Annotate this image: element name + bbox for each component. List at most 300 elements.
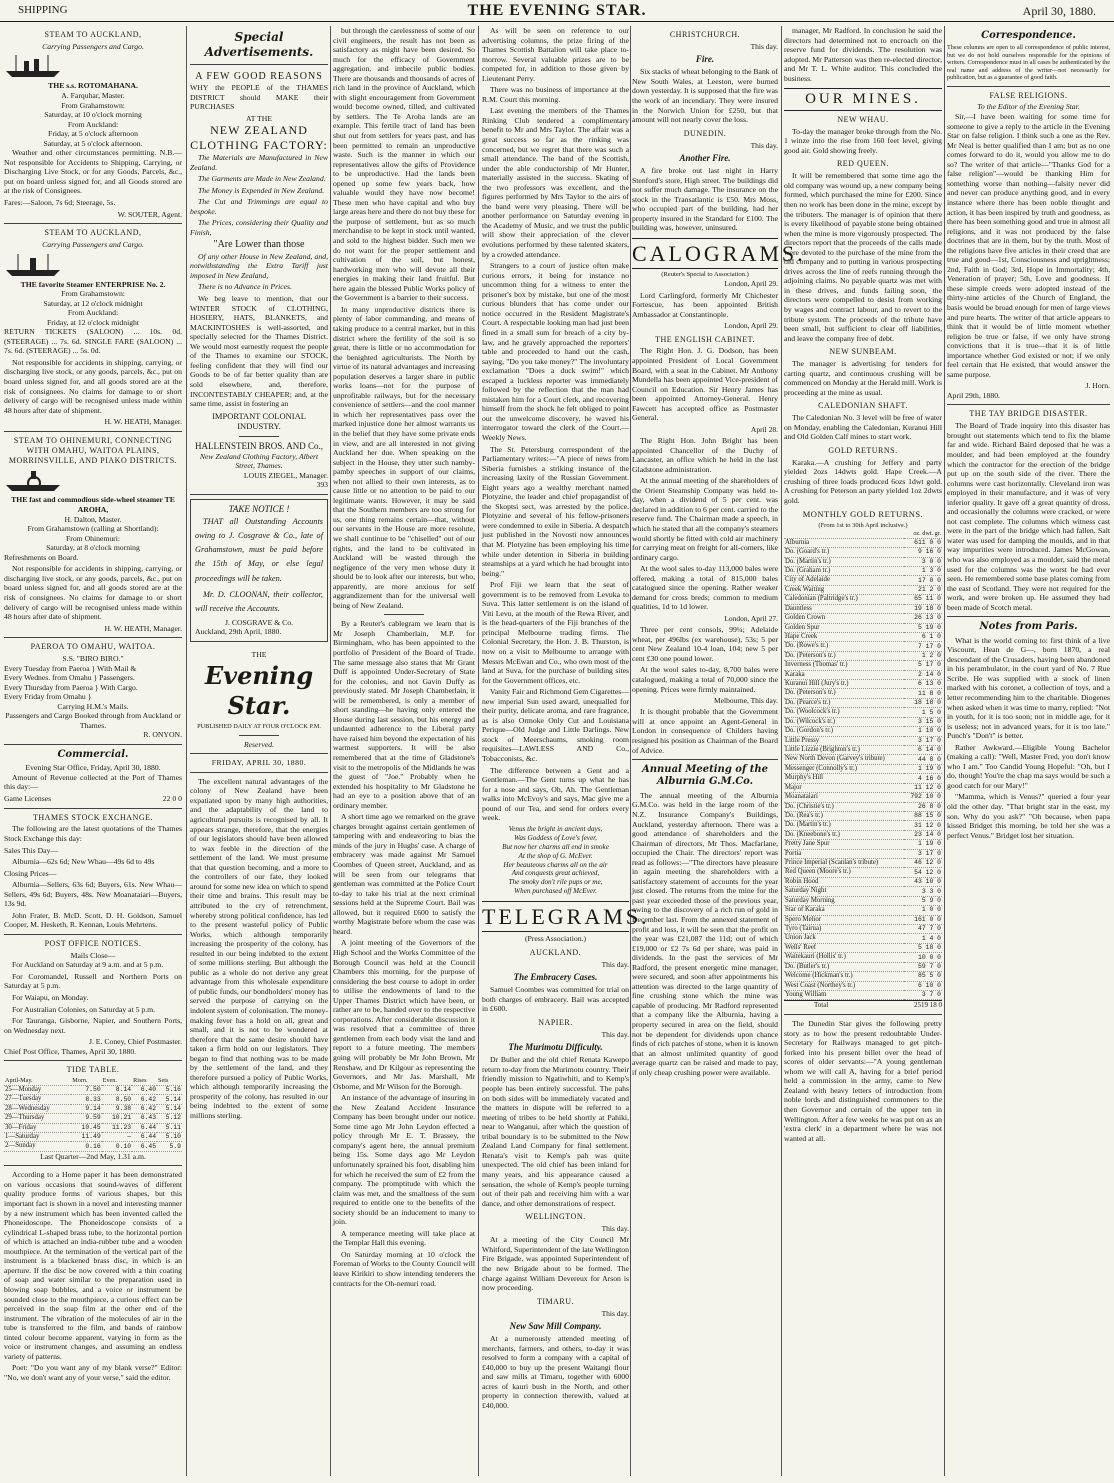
railway-story: The Dunedin Star gives the following pretty story as to how the present redoubtable Under-Secretary for Railways managed to get pitch-forked into his present billet over the head of scores of older servants:—"A young gentleman whom we will call A, having for a brief period held a commission in the army, came to New Zealand with heavy letters of introduction from noble lords and distinguished commoners to the then Governor and certain of the upper ten in Wellington. After a few weeks he was put on as an 'extra clerk' in a department where he was not wanted at all. bbox=[784, 1019, 942, 1143]
gold-amount: 3 15 0 bbox=[904, 717, 942, 726]
commercial-office: Evening Star Office, Friday, April 30, 1880. bbox=[25, 763, 161, 773]
table-row bbox=[784, 746, 942, 755]
table-row bbox=[784, 887, 942, 896]
dateline-melbourne: Melbourne, This day. bbox=[714, 696, 778, 706]
divider bbox=[947, 404, 1110, 405]
advertisement-cigarettes: Vanity Fair and Richmond Gem Cigarettes—new imperial Sun used award, unequalled for their purity, delicate aroma, and rare fragrance, as is also Ormoke Only Cut and Louisiana Perique—Old Judge and Little Darlings. New stock of Meerschaums, smoking room requisites—LAWLESS AND Co., Tobacconists, &c. bbox=[482, 687, 629, 764]
ad-heading: PAEROA TO OMAHU, WAITOA. bbox=[30, 642, 156, 652]
news-item-temperance: A temperance meeting will take place at the Templar Hall this evening. bbox=[333, 1228, 475, 1248]
table-row bbox=[784, 548, 942, 557]
verse-line: At the shop of G. McEver. bbox=[518, 851, 593, 860]
gold-total-row bbox=[784, 1000, 942, 1010]
table-row bbox=[784, 755, 942, 764]
the-label: THE bbox=[251, 649, 267, 659]
table-row bbox=[784, 689, 942, 698]
column-correspondence bbox=[947, 26, 1110, 1476]
verse-line: But now her charms all end in smoke bbox=[502, 842, 609, 851]
dateline-day: This day. bbox=[601, 1308, 629, 1318]
reason-item: The Cut and Trimmings are equal to bespoke. bbox=[190, 197, 328, 216]
gold-amount: 19 18 0 bbox=[904, 604, 942, 613]
dateline-city: CHRISTCHURCH. bbox=[669, 30, 741, 39]
dateline-city: TIMARU. bbox=[536, 1296, 575, 1306]
verse-line: Was Goddess of Love's fever, bbox=[514, 833, 597, 842]
mine-name: Do. (Christie's tr.) bbox=[784, 802, 904, 811]
publication-note: PUBLISHED DAILY AT FOUR O'CLOCK P.M. bbox=[197, 722, 321, 730]
table-row bbox=[784, 840, 942, 849]
column-header: April-May. bbox=[4, 1077, 71, 1085]
mine-name: Major bbox=[784, 783, 904, 792]
gold-amount: 1 2 0 bbox=[904, 651, 942, 660]
mine-name: Prince Imperial (Scanlan's tribute) bbox=[784, 859, 904, 868]
news-item-high-school: A joint meeting of the Governors of the High School and the Works Committee of the Borough Council was held at the Council Chambers this morning, for the purpose of considering the best course to adopt in order to utilise the endowments of land to the Upper Thames District which have been, or rather are to be, handed over to the respective corporations. After considerable discussion it was resolved that a committee of three gentlemen from each body visit the land and report to a future meeting. The members going will probably be Mr John Brown, Mr Renshaw, and Dr Kilgour as representing the Governors, and Mr Jas. Marshall, Mr Osborne, and Mr Wilson for the Borough. bbox=[333, 938, 475, 1091]
mine-name: Robin Hood bbox=[784, 877, 904, 886]
verse-line: Her beauteous charms all on the air bbox=[503, 860, 608, 869]
table-row bbox=[784, 632, 942, 641]
mine-name: Pretty Jane Spur bbox=[784, 840, 904, 849]
mine-name: Dauntless bbox=[784, 604, 904, 613]
table-row bbox=[4, 1123, 182, 1132]
table-cell: 5.12 bbox=[157, 1114, 182, 1123]
table-row bbox=[784, 642, 942, 651]
mine-name: West Coast (Northey's tr.) bbox=[784, 981, 904, 990]
schedule-line: From Grahamstown (calling at Shortland): bbox=[27, 524, 159, 534]
dateline-city: WELLINGTON. bbox=[525, 1212, 586, 1222]
divider bbox=[947, 616, 1110, 617]
reuter-note: (Reuter's Special to Association.) bbox=[661, 271, 749, 279]
telegram-body: At a numerously attended meeting of merchants, farmers, and others, to-day it was resolved to form a company with a capital of £40,000 to buy up the present Waitangi flour and saw mills at Timaru, together with 6000 acres of kauri bush in the North, and other property in connection therewith, valued at £40,000. bbox=[482, 1333, 629, 1410]
table-cell: 6.44 bbox=[132, 1133, 157, 1142]
why-text: WHY the PEOPLE of the THAMES DISTRICT should MAKE their PURCHASES bbox=[190, 83, 328, 112]
total-label: Total bbox=[814, 1001, 829, 1010]
table-row bbox=[784, 915, 942, 924]
closing-label: Closing Prices— bbox=[4, 868, 57, 878]
table-cell: 25—Monday bbox=[4, 1085, 71, 1094]
alburnia-continuation: manager, Mr Radford. In conclusion he said the directors had determined not to encroach on the reserve fund for dividends. The resolution was adopted. Mr Patterson was then re-elected director, and Mr T. L. White auditor. This concluded the business. bbox=[784, 26, 942, 83]
gold-amount: 5 18 0 bbox=[904, 943, 942, 952]
mine-name: Do. (Graham tr.) bbox=[784, 566, 904, 575]
mine-report: The manager is advertising for tenders for carting quartz, and continuous crushing will be commenced on Monday at the Herald mill. Work is proceeding at the mine as usual. bbox=[784, 359, 942, 397]
table-row bbox=[784, 953, 942, 962]
gold-amount: 18 18 0 bbox=[904, 698, 942, 707]
divider bbox=[4, 223, 182, 224]
joke-venus: "Mamma, which is Venus?" queried a four year old the other day. "That bright star in the east, my son. Why do you ask?" "Oh because, when papa kissed Bridget this morning, he told her she was a perfect Venus." Bridget lost her situation. bbox=[947, 792, 1110, 840]
table-row bbox=[784, 727, 942, 736]
table-cell: 5.14 bbox=[157, 1095, 182, 1104]
editorial-paragraph: In many unproductive districts there is plenty of labor commanding, and means of taking produce to a central market, but in this district where the fertility of the soil is so great, there is little or no accommodation for the benighted agriculturists. The North by virtue of its natural advantages and increasing population deserves a larger share in public works loans—not for the purpose of unprofitable railways, but for the necessary convenience of settlers—and the cool manner in which her representatives pass over the marked injustice done her almost warrants us in the belief that they have some private ends in view, and are all interested in not giving Auckland her due. When speaking on the subject in the House, they utter such namby-pamby speeches in support of our claims, when not allied to their own interests, as to cause little or no attention to be paid to our legitimate wants. However, it may be said that the Southern members are too strong for us, one thing remains certain—that, without our servants in the House are more resolute, we shall continue to be "chiselled" out of our rights, and the land to be cultivated in Auckland will be wasted through the negligence of the very men whose duty it should be to look after our interests, but who, apparently, are more anxious for self aggrandizement than for the universal well being of New Zealand. bbox=[333, 304, 475, 610]
schedule-line: Saturday, at 8 o'clock morning bbox=[46, 543, 140, 553]
mine-name: Do. (Martin's tr.) bbox=[784, 557, 904, 566]
editorial-text: The excellent natural advantages of the colony of New Zealand have been expatiated upon by many high authorities, and the adaptability of the land to agricultural pursuits is recognised by all. It appears strange, therefore, that the energies of our legislators should have been allowed to wax feeble in the direction of the settlement of the land. We must presume that that question becoming, and a more to the controllers of our fate, they looked around for some new idea on which to spend their time and brains. This result may be attributed to the cry of retrenchment, whereby strong political confidence, has led to the present wasteful policy of Public Works, which although temporarily increasing the prosperity of the colony, has resulted in our being indebted to the extent of some millions sterling. But although the public as a whole do not derive any great advantage from this wholesale expenditure of public funds, our bondholders' money has served the purpose of carrying on the indolent system of colonisation. The money-making fever has a hold on all, great and small, and it is not to be wondered at therefore that the same desire should have taken a firm hold on our legislators. They began to find that nothing was to be made by the settlement of the land, and they therefore pursued a policy of Public Works, which although temporarily increasing the prosperity of the colony, has resulted in our being indebted to the extent of some millions sterling. bbox=[190, 776, 328, 1120]
mine-name: Tyro (Tairua) bbox=[784, 925, 904, 934]
gold-amount: 792 10 0 bbox=[904, 793, 942, 802]
reason-item: The Materials are Manufactured in New Zealand. bbox=[190, 153, 328, 172]
table-cell: 5.14 bbox=[157, 1104, 182, 1113]
table-row bbox=[784, 595, 942, 604]
mine-name: Welcome (Hickman's tr.) bbox=[784, 972, 904, 981]
divider bbox=[190, 772, 328, 773]
mine-name: Golden Crown bbox=[784, 614, 904, 623]
ad-te-aroha bbox=[4, 436, 182, 633]
schedule-line: Carrying H.M.'s Mails. bbox=[57, 701, 129, 711]
divider bbox=[947, 86, 1110, 87]
telegram-body: Six stacks of wheat belonging to the Bank of New South Wales, at Leeston, were burned down yesterday. It is supposed that the fire was the work of an incendiary. They were insured in the Norwich Union for £250, but that amount will not nearly cover the loss. bbox=[632, 67, 778, 125]
mine-name: Do. (Pearce's tr.) bbox=[784, 698, 904, 707]
collector-note: Mr. D. CLOONAN, their collector, will receive the Accounts. bbox=[195, 589, 323, 613]
table-row bbox=[784, 962, 942, 971]
firm-signature: J. COSGRAVE & Co. bbox=[225, 617, 293, 627]
table-row bbox=[784, 811, 942, 820]
refreshments: Refreshments on Board. bbox=[4, 552, 79, 562]
mine-name: Little Lizzie (Brighton's tr.) bbox=[784, 746, 904, 755]
mine-report: To-day the manager broke through from the No. 1 winze into the rise from 160 feet level, giving good air. Gold showing freely. bbox=[784, 126, 942, 155]
schedule-line: From Ohinemuri: bbox=[65, 533, 121, 543]
column-header: Even. bbox=[102, 1077, 132, 1085]
newspaper-title: THE EVENING STAR. bbox=[467, 2, 647, 19]
revenue-row bbox=[4, 794, 182, 804]
agent-signature: R. ONYON. bbox=[143, 730, 182, 740]
table-cell: 6.43 bbox=[132, 1114, 157, 1123]
post-office-heading: POST OFFICE NOTICES. bbox=[44, 938, 142, 948]
table-cell: 1—Saturday bbox=[4, 1133, 71, 1142]
manager-signature: LOUIS ZIEGEL, Manager. bbox=[243, 470, 328, 480]
table-cell: 6.45 bbox=[132, 1142, 157, 1151]
total-value: 2519 18 0 bbox=[914, 1001, 942, 1010]
ship-name: S.S. "BIRO BIRO." bbox=[62, 654, 124, 664]
gold-amount: 31 12 0 bbox=[904, 821, 942, 830]
headline: Another Fire. bbox=[679, 152, 731, 163]
news-item: As will be seen on reference to our advertising columns, the prize firing of the Thames Scottish Battalion will take place to-morrow. Several valuable prizes are to be competed for, in addition to those given by Lieutenant Perry. bbox=[482, 26, 629, 83]
verse-line: And conquests great achieved, bbox=[511, 869, 600, 878]
table-row bbox=[784, 680, 942, 689]
news-item: Last evening the members of the Thames Rinking Club tendered a complimentary benefit to Mr and Mrs Taylor. The affair was a great success so far as the rinking was concerned, but we regret that there was such a small attendance. The band of the Scottish, under the able conductorship of Mr Hunter, materially assisted in the success. Skating of the two professors was excellent, and the figures performed by Mrs Taylor to the airs of the band were very pleasing. There will be another performance on Saturday evening in the Academy of Music, and we trust the public will show their appreciation of the clever evolutions performed by these talented skaters, by a crowded attendance. bbox=[482, 106, 629, 259]
revenue-label: Game Licenses bbox=[4, 794, 52, 803]
gold-amount: 26 8 0 bbox=[904, 802, 942, 811]
table-header-row bbox=[4, 1077, 182, 1085]
gold-amount: 5 17 0 bbox=[904, 661, 942, 670]
divider bbox=[4, 934, 182, 935]
gold-amount: 1 4 0 bbox=[904, 934, 942, 943]
tay-bridge-body: The Board of Trade inquiry into this disaster has brought out statements which tend to fix the blame far and wide. Richard Baird deposed that he was a moulder, and had been employed at the foundry which the contractor for the erection of the bridge put up on the south side of the river. There the columns were cast horizontally. Cleveland iron was employed in their manufacture, and it was of very inferior quality. It gave off a great quantity of dross, and occasionally the columns were cracked, or were not cast complete. The columns which witness cast were in the part of the bridge which had fallen. Salt water was used for damping the moulds, and in that way impurities were introduced. James McGowan, who was also employed as a moulder, said the metal used for the columns was the worst he had ever seen. He remembered some base plates coming from the east of Scotland. They were not required for the work, and were broken up. He assumed they had been made of Scotch metal. bbox=[947, 421, 1110, 612]
mine-name: Moanataiari bbox=[784, 793, 904, 802]
table-row bbox=[784, 698, 942, 707]
cable-body: Lord Carlingford, formerly Mr Chichester Fortescue, has been appointed British Ambassador at Constantinople. bbox=[632, 290, 778, 319]
gold-amount: 54 12 0 bbox=[904, 868, 942, 877]
table-cell: 30—Friday bbox=[4, 1123, 71, 1132]
mine-name: Do. (Gordon's tr.) bbox=[784, 727, 904, 736]
table-row bbox=[784, 821, 942, 830]
gold-amount: 611 0 0 bbox=[904, 538, 942, 547]
mine-name: Caledonian (Paltridge's tr.) bbox=[784, 595, 904, 604]
cable-body: At the wool sales to-day, 8,700 bales were catalogued, making a total of 70,000 since the opening. Prices were firmly maintained. bbox=[632, 665, 778, 694]
editorial-date: FRIDAY, APRIL 30, 1880. bbox=[211, 758, 307, 768]
tide-table bbox=[4, 1077, 182, 1152]
ad-heading: STEAM TO OHINEMURI, CONNECTING WITH OMAHU, WAITOA PLAINS, MORRINSVILLE, AND PIAKO DISTRICTS. bbox=[8, 435, 178, 465]
stock-intro: The following are the latest quotations of the Thames Stock Exchange this day: bbox=[4, 824, 182, 843]
table-cell: 6.44 bbox=[132, 1123, 157, 1132]
gold-amount: 1 5 0 bbox=[904, 708, 942, 717]
mine-name: Union Jack bbox=[784, 934, 904, 943]
table-row bbox=[4, 1095, 182, 1104]
divider bbox=[239, 436, 279, 437]
mine-name: Kuranui Hill (Jury's tr.) bbox=[784, 680, 904, 689]
table-cell: 10.21 bbox=[102, 1114, 132, 1123]
headline: The Murimotu Difficulty. bbox=[508, 1042, 603, 1053]
firm-name: HALLENSTEIN BROS. AND Co., bbox=[194, 440, 323, 451]
mail-line: For Australian Colonies, on Saturday at 5 p.m. bbox=[12, 1004, 156, 1014]
telegram-body: Samuel Coombes was committed for trial on both charges of embracery. Bail was accepted in £600. bbox=[482, 985, 629, 1014]
schedule-line: From Auckland: bbox=[67, 119, 119, 129]
gold-amount: 44 8 0 bbox=[904, 755, 942, 764]
mine-name: Messenger (Connolly's tr.) bbox=[784, 764, 904, 773]
table-row bbox=[784, 802, 942, 811]
verse bbox=[482, 825, 629, 896]
mail-line: For Coromandel, Russell and Northern Ports on Saturday at 5 p.m. bbox=[4, 971, 182, 991]
table-cell: 7.50 bbox=[71, 1085, 101, 1094]
gold-amount: 4 16 0 bbox=[904, 774, 942, 783]
lower-prices-detail: Of any other House in New Zealand, and, notwithstanding the Extra Tariff just imposed in New Zealand, bbox=[190, 251, 328, 280]
mine-name: Karaka bbox=[784, 670, 904, 679]
dateline-london: London, April 29. bbox=[724, 279, 778, 289]
return-fares: RETURN TICKETS (SALOON) ... 10s. 0d. (STEERAGE) ... 7s. 6d. SINGLE FARE (SALOON) ... 7s. 6d. (STEERAGE) ... 5s. 0d. bbox=[4, 327, 182, 356]
schedule-line: Saturday, at 12 o'clock midnight bbox=[43, 298, 143, 308]
revenue-amount: 22 0 0 bbox=[162, 794, 182, 803]
table-row bbox=[784, 972, 942, 981]
table-cell: 5.9 bbox=[157, 1142, 182, 1151]
table-row bbox=[784, 614, 942, 623]
divider bbox=[4, 1165, 182, 1166]
mine-name: Do. (Peterson's tr.) bbox=[784, 689, 904, 698]
issue-date: April 30, 1880. bbox=[1022, 4, 1096, 18]
divider bbox=[384, 614, 424, 615]
mine-report: It will be remembered that some time ago the old company was wound up, a new company being formed, which purchased the mine for £200. Since then no work has been done in the mine, except by the tributers. The manager is of opinion that there is every likelihood of payable stone being obtained when the mine is more vigorously prospected. The directors report that the proceeds of the calls made were devoted to the purchase of the mine from the old company and to putting in various prospecting drives across the line of reefs running through the adjoining claims. No payable quartz was met with in these drives, and funds failing soon, the directors were compelled to desist from working by wages and contract labour, and to revert to the tribute system. The proceeds of the tribute have been small, but sufficient to clear off liabilities, and leave the company free of debt. bbox=[784, 171, 942, 343]
calograms-heading: CALOGRAMS. bbox=[632, 238, 778, 269]
reserved-label: Reserved. bbox=[243, 739, 275, 749]
table-row bbox=[784, 990, 942, 999]
schedule-line: Friday, at 12 o'clock midnight bbox=[46, 317, 140, 327]
ship-master: H. Dalton, Master. bbox=[64, 514, 122, 524]
verse-line: Venus the bright in ancient days, bbox=[508, 824, 603, 833]
ad-rotomahana bbox=[4, 30, 182, 219]
gold-amount: 3 3 0 bbox=[904, 887, 942, 896]
table-row bbox=[784, 651, 942, 660]
news-item: Strangers to a court of justice often make curious errors, it being for instance no uncommon thing for a witness to enter the prisoner's box by mistake, but one of the most curious blunders that has come under our notice occurred in the Resident Magistrate's Court. A respectable looking man had just been fined in a small sum for breach of a city by-law, and he gravely approached the reporters' table and proceeded to hand out the cash, saying, "Do you take money?" The involuntary exclamation "Does a duck swim!" which escaped a luckless reporter was immediately followed by the reflection that the man had mistaken him for a Court clerk, and recovering himself from the shock he felt obliged to point out the unwelcome discovery, he waved his interrogator toward the clerk of the Court.—Weekly News. bbox=[482, 261, 629, 442]
mine-name: Do. (Woolcock's tr.) bbox=[784, 708, 904, 717]
gold-amount: 1 19 0 bbox=[904, 764, 942, 773]
mails-close: Mails Close— bbox=[70, 950, 116, 960]
letter-heading: FALSE RELIGIONS. bbox=[989, 90, 1068, 100]
table-cell: 8.33 bbox=[71, 1095, 101, 1104]
news-item: The St. Petersburg correspondent of the Parliamentary writes:—"A piece of news from Siberia furnishes a striking instance of the increasing laxity of the Russian Government. Eight years ago a wealthy merchant named Plotyzine, the leader and chief propagandist of the Skoptsi sect, was arrested by the police. Plotyzine and several of his fellow-prisoners were condemned to exile in Siberia. A despatch just published in the Novosti now announces that M. Plotyzine has been employing his time while under detention in Siberia in building steamships at a yard which he had brought into being." bbox=[482, 444, 629, 578]
mine-name: Do. (Wilcock's tr.) bbox=[784, 717, 904, 726]
gold-amount: 26 13 0 bbox=[904, 614, 942, 623]
shipping-notice: Not responsible for accidents in shipping, carrying, or discharging live stock, or any goods, parcels, &c., put on board unless signed for, and all goods stored are at the risk of consignees. No claims for damage to or short delivery of cargo will be recognised unless made within 48 hours after date of shipment. bbox=[4, 357, 182, 415]
schedule-line: From Auckland: bbox=[67, 308, 119, 318]
dateline-city: AUCKLAND. bbox=[529, 948, 582, 958]
mine-name: Do. (Butler's tr.) bbox=[784, 962, 904, 971]
mine-name: Murphy's Hill bbox=[784, 774, 904, 783]
column-rule bbox=[330, 26, 331, 1476]
ship-name: THE s.s. ROTOMAHANA. bbox=[48, 81, 138, 91]
gold-amount: 1 10 0 bbox=[904, 727, 942, 736]
mine-name: Hape Creek bbox=[784, 632, 904, 641]
mine-name: Young William bbox=[784, 990, 904, 999]
column-rule bbox=[630, 26, 631, 1476]
news-item-insurance: An instance of the advantage of insuring in the New Zealand Accident Insurance Company has been brought under our notice. Some time ago Mr John Leydon effected a policy through Mr E. T. Brassey, the company's agent here, the annual premium being 15s. Some days ago Mr Leydon unfortunately sprained his foot, disabling him for which he received the sum of £2 from the company. The promptitude with which the claim was met, and the smallness of the sum required to entitle one to the benefits of the society should be an inducement to many to join. bbox=[333, 1093, 475, 1227]
correspondence-disclaimer: These columns are open to all correspondence of public interest, but we do not hold ourselves responsible for the opinions of writers. Correspondence must in all cases be authenticated by the real name and address of the writer—not necessarily for publication, but as a guarantee of good faith. bbox=[947, 44, 1110, 82]
fares: Fares:—Saloon, 7s 6d; Steerage, 5s. bbox=[4, 198, 116, 208]
table-row bbox=[784, 896, 942, 905]
masthead bbox=[0, 0, 1114, 22]
brokers: John Frater, B. McD. Scott, D. H. Goldson, Samuel Cooper, M. Hesketh, R. Kennan, Louis Mehrtens. bbox=[4, 910, 182, 930]
table-row bbox=[784, 604, 942, 613]
monthly-returns-period: (From 1st to 30th April inclusive.) bbox=[818, 521, 908, 529]
column-rule bbox=[478, 26, 479, 1476]
gold-amount: 3 17 0 bbox=[904, 849, 942, 858]
table-cell: 2—Sunday bbox=[4, 1142, 71, 1151]
mine-name: Do. (Rea's tr.) bbox=[784, 811, 904, 820]
monthly-returns-heading: MONTHLY GOLD RETURNS. bbox=[802, 509, 924, 520]
mine-name: Do. (Goard's tr.) bbox=[784, 548, 904, 557]
paris-body: What is the world coming to: first think of a live Viscount, Hean de G—, born 1870, a real descendant of the Crusaders, having been abandoned in his perambulator, in the court yard of No. 7 Rue Scribe. He was supplied with a stock of linen marked with his coronet, a collection of toys, and a letter recommending him to the charitable. Diogenes when asked when it was time to marry, replied: "Not in youth, for it is too soon; not in middle age, for it is useless; not in advanced years, for it is too late." Punch's "Don't" is better. bbox=[947, 635, 1110, 741]
mine-subheading: RED QUEEN. bbox=[836, 159, 890, 169]
table-cell: 6.42 bbox=[132, 1095, 157, 1104]
mine-name: Wells' Reef bbox=[784, 943, 904, 952]
advertisement-tea: The difference between a Gent and a Gentleman.—The Gent turns up what he has for a nose and says, Oh, Ah. The Gentleman walks into McEvoy's and says, Mac give me a pound of our Tea, and send for orders every week. bbox=[482, 765, 629, 823]
schedule-line: Saturday, at 10 o'clock morning bbox=[44, 110, 142, 120]
shipping-notice: Weather and other circumstances permitting. N.B.—Not responsible for Accidents to Shipping, Carrying, or Discharging Live Stock, or for any Goods, Parcels, &c., put on board unless signed for, and all Goods stored are at the risk of Consignees. bbox=[4, 148, 182, 196]
news-item: There was no business of importance at the R.M. Court this morning. bbox=[482, 85, 629, 104]
editorial-continuation: but through the carelessness of some of our civil engineers, the result has not been as satisfactory as might have been desired. So much for the efficacy of Government aggregation, and imbecile public bodies. There are thousands and thousands of acres of rich land in the province of Auckland, which with slight encouragement from Government would become owned, tilled, and cultivated by settlers. The Te Aroha lands are an example. This fertile tract of land has been shut out from settlers for years past, and has been permitted to remain an unproductive waste. Such is the manner in which our representatives allow the gifts of Providence to be unproductive. Had the lands been opened up some few years back, how valuable would they have now become! These men who have capital and who buy large areas here and there do not buy these for the purpose of settlement, but as so much merchandise to be kept in stock until wanted, and sold to the highest bidder. Such men we do not want for the proper settlement and cultivation of the soil, but honest, hardworking men who will devote all their energies in making their land fruitful. But here again the blessed Public Works policy of the Government is a barrier to their success. bbox=[333, 26, 475, 303]
dateline-day: This day. bbox=[601, 959, 629, 969]
no-advance: There is no Advance in Prices. bbox=[198, 282, 292, 292]
table-row bbox=[784, 793, 942, 802]
notice-title: TAKE NOTICE ! bbox=[228, 504, 290, 514]
schedule-line: From Grahamstown: bbox=[61, 289, 125, 299]
news-item-embracery: A short time ago we remarked on the grave charges brought against certain gentlemen of tampering with and endeavoring to bias the minds of the jury in Hughs' case. A charge of embracery was made against Mr Samuel Coombes of Queen street, Auckland, and as will be seen from our telegrams that gentleman was committed at the Police Court to-day to take his trial at the next criminal sessions held at the Supreme Court. Bail was allowed, but it required £600 to satisfy the worthy Magistrate before whom the case was heard. bbox=[333, 812, 475, 936]
table-row bbox=[784, 538, 942, 547]
tay-bridge-heading: THE TAY BRIDGE DISASTER. bbox=[969, 409, 1088, 419]
table-cell: 9.14 bbox=[71, 1104, 101, 1113]
table-cell: — bbox=[102, 1133, 132, 1142]
schedule-line: From Grahamstown: bbox=[61, 100, 125, 110]
divider bbox=[4, 431, 182, 432]
cable-body: It is thought probable that the Government will at once appoint an Agent-General in London in consequence of Childers having resigned his position as Chairman of the Board of Advice. bbox=[632, 707, 778, 755]
lower-prices: "Are Lower than those bbox=[213, 239, 305, 251]
table-cell: 28—Wednesday bbox=[4, 1104, 71, 1113]
table-cell: 11.23 bbox=[102, 1123, 132, 1132]
mine-name: Saturday Night bbox=[784, 887, 904, 896]
table-row bbox=[784, 981, 942, 990]
reason-item: The Garments are Made in New Zealand. bbox=[198, 174, 326, 184]
mine-name: Portia bbox=[784, 849, 904, 858]
table-row bbox=[784, 859, 942, 868]
schedule-line: Friday, at 5 o'clock afternoon bbox=[48, 129, 138, 139]
table-cell: 6.42 bbox=[132, 1104, 157, 1113]
gold-amount: 47 7 0 bbox=[904, 925, 942, 934]
our-mines-heading: OUR MINES. bbox=[784, 88, 942, 111]
table-row bbox=[784, 670, 942, 679]
notice-date: Auckland, 29th April, 1880. bbox=[195, 627, 282, 637]
dateline-day: This day. bbox=[750, 41, 778, 51]
correspondence-heading: Correspondence. bbox=[981, 30, 1076, 41]
gold-amount: 11 8 0 bbox=[904, 689, 942, 698]
table-cell: 5.11 bbox=[157, 1123, 182, 1132]
table-row bbox=[784, 934, 942, 943]
gold-amount: 2 14 0 bbox=[904, 670, 942, 679]
divider bbox=[4, 1060, 182, 1061]
ad-number: 393 bbox=[316, 480, 328, 490]
gold-amount: 88 15 0 bbox=[904, 811, 942, 820]
dateline-city: DUNEDIN. bbox=[683, 128, 727, 138]
gold-amount: 6 13 0 bbox=[904, 680, 942, 689]
mine-name: Saturday Morning bbox=[784, 896, 904, 905]
agent-signature: W. SOUTER, Agent. bbox=[117, 209, 182, 219]
schedule-line: Saturday, at 5 o'clock afternoon. bbox=[43, 138, 143, 148]
cable-body: Three per cent consols, 99¼; Adelaide wheat, per 496lbs (ex warehouse), 53s; 5 per cent New Zealand 10-4 loan, 104; new 5 per cent £30 one pound lower. bbox=[632, 625, 778, 663]
ad-biro-biro bbox=[4, 642, 182, 740]
telegram-body: A fire broke out last night in Harry Stenford's store, High street. The buildings did not suffer much damage. The insurance on the stock in the Transatlantic is £50. Mrs Moss, who occupied part of the building, had her property insured in the Standard for £100. The building was, however, uninsured. bbox=[632, 166, 778, 233]
paper-masthead: Evening Star. bbox=[204, 661, 314, 721]
table-cell: 5.16 bbox=[157, 1085, 182, 1094]
table-row bbox=[784, 764, 942, 773]
special-ads-heading: Special Advertisements. bbox=[204, 30, 314, 59]
moon-phase-note: Last Quarter—2nd May, 1.31 a.m. bbox=[40, 1151, 146, 1161]
gold-amount: 65 11 0 bbox=[904, 595, 942, 604]
gold-amount: 5 19 0 bbox=[904, 623, 942, 632]
column-mines bbox=[784, 26, 942, 1476]
table-row bbox=[784, 943, 942, 952]
table-row bbox=[784, 736, 942, 745]
tide-table-heading: TIDE TABLE. bbox=[66, 1065, 120, 1075]
letter-signature: J. Horn. bbox=[1085, 381, 1110, 391]
dateline-london: London, April 27. bbox=[724, 613, 778, 623]
table-row bbox=[784, 830, 942, 839]
mine-name: New North Devon (Garvey's tribute) bbox=[784, 755, 904, 764]
schedule-line: Passengers and Cargo Booked through from Auckland or Thames. bbox=[5, 711, 181, 730]
press-association-note: (Press Association.) bbox=[524, 934, 587, 944]
table-row bbox=[4, 1085, 182, 1094]
table-header-row bbox=[784, 530, 942, 538]
table-row bbox=[4, 1133, 182, 1142]
mail-line: For Waiapu, on Monday. bbox=[12, 993, 89, 1003]
ad-heading: STEAM TO AUCKLAND, bbox=[44, 30, 142, 39]
table-row bbox=[4, 1104, 182, 1113]
column-local-news bbox=[482, 26, 650, 1476]
mine-name: Star of Karaka bbox=[784, 906, 904, 915]
ad-body: We beg leave to mention, that our WINTER STOCK of CLOTHING, HOSIERY, HATS, BLANKETS, and MACKINTOSHES is well-assorted, and specially selected for the Thames District. We would most earnestly request the people of the Thames to examine our STOCK, feeling confident that they will find our Goods to be of far better quality than are sold elsewhere, and, therefore, INCONTESTABLY CHEAPER; and, at the same time, assist in fostering an bbox=[190, 294, 328, 409]
gold-amount: 46 12 0 bbox=[904, 859, 942, 868]
gold-amount: 6 10 0 bbox=[904, 981, 942, 990]
sales-label: Sales This Day— bbox=[4, 845, 59, 855]
mine-name: Red Queen (Moore's tr.) bbox=[784, 868, 904, 877]
letter-salutation: To the Editor of the Evening Star. bbox=[977, 102, 1080, 112]
gold-amount: 1 0 0 bbox=[904, 906, 942, 915]
column-advertisements bbox=[190, 26, 328, 1476]
gold-amount: 9 16 0 bbox=[904, 548, 942, 557]
gold-amount: 1 3 0 bbox=[904, 566, 942, 575]
dateline-london: London, April 29. bbox=[724, 321, 778, 331]
column-shipping bbox=[4, 26, 182, 1476]
table-row bbox=[784, 906, 942, 915]
table-row bbox=[784, 585, 942, 594]
table-cell: 9.38 bbox=[102, 1104, 132, 1113]
mail-line: For Tauranga, Gisborne, Napier, and Southern Ports, on Wednesday next. bbox=[4, 1016, 182, 1035]
closing-text: Alburnia—Sellers, 63s 6d; Buyers, 61s. New Whau—Sellers, 49s 6d; Buyers, 48s. New Moanataiari—Buyers, 13s 9d. bbox=[4, 880, 182, 909]
mine-name: Spero Melior bbox=[784, 915, 904, 924]
verse-line: The smoky don't rile pups or me, bbox=[508, 878, 603, 887]
table-row bbox=[4, 1114, 182, 1123]
mine-name: Alburnia bbox=[784, 538, 904, 547]
